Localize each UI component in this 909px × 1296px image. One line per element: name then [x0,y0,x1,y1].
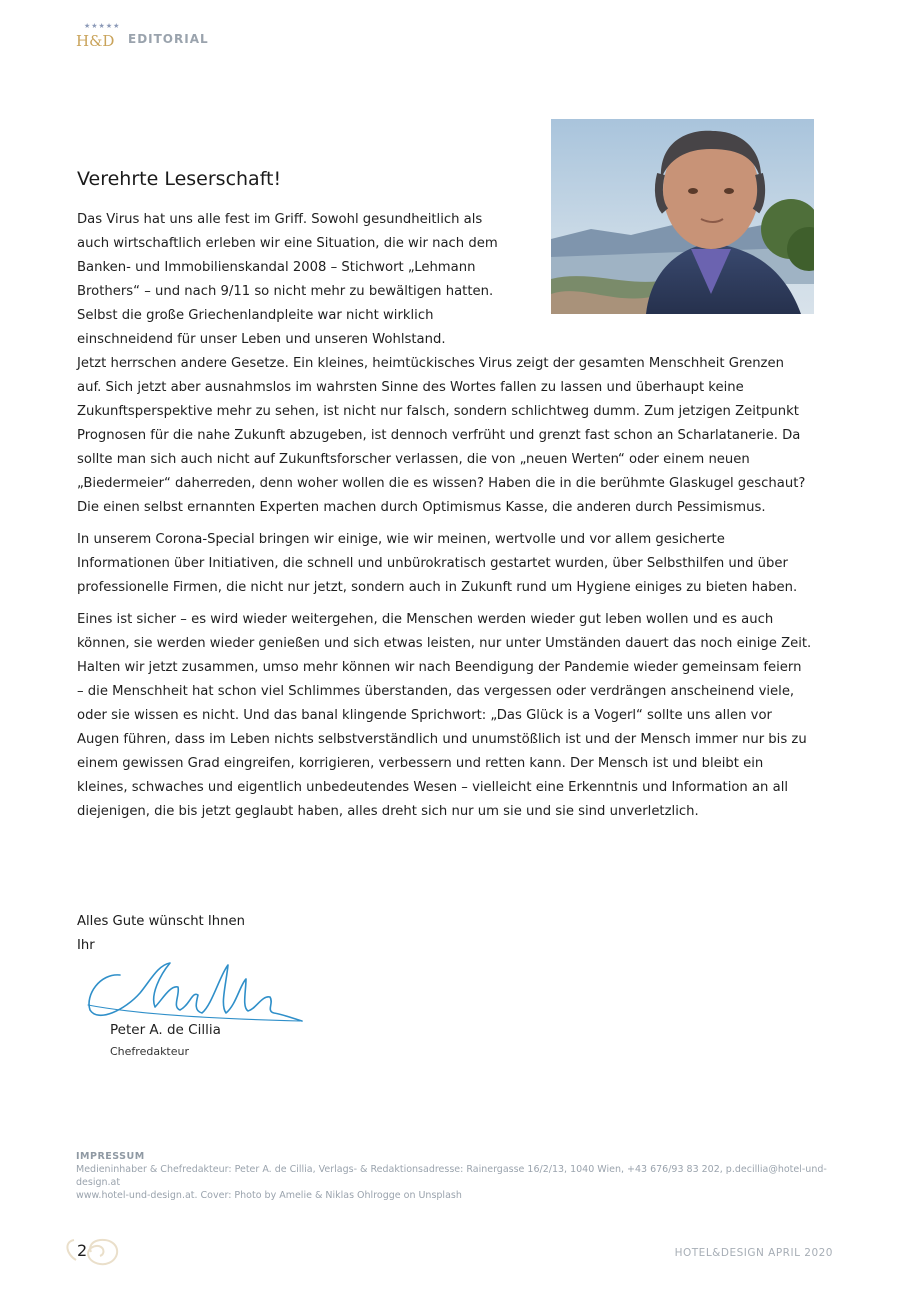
closing-ihr: Ihr [77,938,95,953]
logo-text: H&D [76,32,115,50]
logo-stars-icon: ★★★★★ [84,22,121,30]
impressum-title: IMPRESSUM [76,1151,145,1162]
paragraph-3: In unserem Corona-Special bringen wir einige, wie wir meinen, wertvolle und vor allem gesicherte Informationen über Initiativen, die schnell und unbürokratisch gestartet wurden, über Selbsthilfen und über professionelle Firmen, die nicht nur jetzt, sondern auch in Zukunft rund um Hygiene einiges zu bieten haben. [77,532,798,595]
ornament-icon [56,1232,126,1272]
paragraph-1: Das Virus hat uns alle fest im Griff. Sowohl gesundheitlich als auch wirtschaftlich erleben wir eine Situation, die wir nach dem Banken- und Immobilienskandal 2008 – Stichwort „Lehmann Brothers“ – und nach 9/11 so nicht mehr zu bewältigen hatten. Selbst die große Griechenlandpleite war nicht wirklich einschneidend für unser Leben und unseren Wohlstand. [77,212,498,347]
signer-name: Peter A. de Cillia [110,1022,221,1038]
paragraph-2: Jetzt herrschen andere Gesetze. Ein kleines, heimtückisches Virus zeigt der gesamten Menschheit Grenzen auf. Sich jetzt aber ausnahmslos im wahrsten Sinne des Wortes fallen zu lassen und überhaupt keine Zukunftsperspektive mehr zu sehen, ist nicht nur falsch, sondern schlichtweg dumm. Zum jetzigen Zeitpunkt Prognosen für die nahe Zukunft abzugeben, ist dennoch verfrüht und grenzt fast schon an Scharlatanerie. Da sollte man sich auch nicht auf Zukunftsforscher verlassen, die von „neuen Werten“ oder einem neuen „Biedermeier“ daherreden, denn woher wollen die es wissen? Haben die in die berühmte Glaskugel geschaut? Die einen selbst ernannten Experten machen durch Optimismus Kasse, die anderen durch Pessimismus. [77,356,806,515]
handwritten-signature [80,955,305,1025]
signer-role: Chefredakteur [110,1045,190,1058]
footer-publication [675,1247,833,1259]
editorial-body [77,208,812,832]
publication-name: HOTEL&DESIGN [674,1247,765,1259]
closing-greeting: Alles Gute wünscht Ihnen [77,914,245,929]
closing [77,910,245,958]
page-number: 2 [77,1241,88,1260]
paragraph-4: Eines ist sicher – es wird wieder weitergehen, die Menschen werden wieder gut leben wollen und es auch können, sie werden wieder genießen und sich etwas leisten, nur unter Umständen dauert das noch einige Zeit. Halten wir jetzt zusammen, umso mehr können wir nach Beendigung der Pandemie wieder gemeinsam feiern – die Menschheit hat schon viel Schlimmes überstanden, das vergessen oder verdrängen anscheinend viele, oder sie wissen es nicht. Und das banal klingende Sprichwort: „Das Glück is a Vogerl“ sollte uns allen vor Augen führen, dass im Leben nichts selbstverständlich und unumstößlich ist und der Mensch immer nur bis zu einem gewissen Grad eingreifen, korrigieren, verbessern und retten kann. Der Mensch ist und bleibt ein kleines, schwaches und eigentlich unbedeutendes Wesen – vielleicht eine Erkenntnis und Information an all diejenigen, die bis jetzt geglaubt haben, alles dreht sich nur um sie und sie sind unverletzlich. [77,612,812,819]
hd-logo [76,22,120,50]
impressum-line-2: www.hotel-und-design.at. Cover: Photo by Amelie & Niklas Ohlrogge on Unsplash [76,1190,462,1201]
impressum-line-1: Medieninhaber & Chefredakteur: Peter A. de Cillia, Verlags- & Redaktionsadresse: Rainergasse 16/2/13, 1040 Wien, +43 676/93 83 202, p.decillia@hotel-und-design.at [76,1164,827,1188]
section-label: EDITORIAL [128,32,209,46]
editorial-title: Verehrte Leserschaft! [77,168,282,190]
page-header [76,20,209,50]
issue-date: APRIL 2020 [768,1247,833,1259]
impressum [76,1150,846,1202]
